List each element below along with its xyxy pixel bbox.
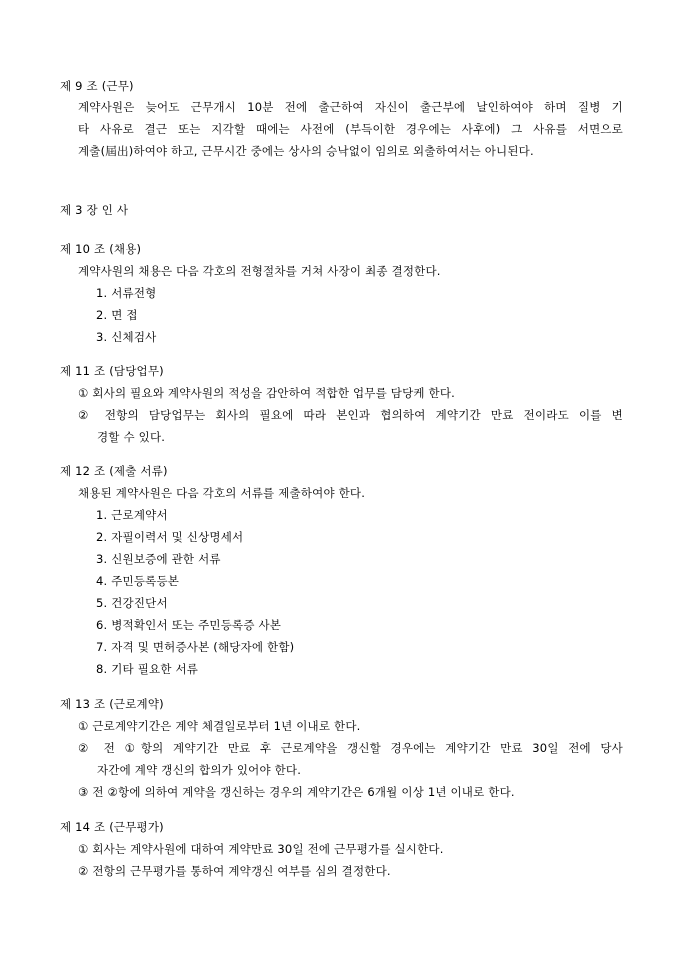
article-12-item-5: 5. 건강진단서 (96, 596, 168, 610)
article-10-item-2: 2. 면 접 (96, 308, 138, 322)
article-12-item-2: 2. 자필이력서 및 신상명세서 (96, 530, 244, 544)
article-12-intro: 채용된 계약사원은 다음 각호의 서류를 제출하여야 한다. (78, 486, 366, 500)
article-10-item-3: 3. 신체검사 (96, 330, 157, 344)
article-12-title: 제 12 조 (제출 서류) (60, 464, 168, 478)
article-13-clause-2-line-2: 자간에 계약 갱신의 합의가 있어야 한다. (97, 763, 302, 777)
article-13-title: 제 13 조 (근로계약) (60, 697, 164, 711)
article-11-clause-2-line-1: ② 전항의 담당업무는 회사의 필요에 따라 본인과 협의하여 계약기간 만료 전이라도 이를 변 (78, 408, 623, 422)
article-9-title: 제 9 조 (근무) (60, 79, 134, 93)
article-9-line-3: 계출(屆出)하여야 하고, 근무시간 중에는 상사의 승낙없이 임의로 외출하여서는 아니된다. (78, 144, 534, 158)
article-13-clause-3: ③ 전 ②항에 의하여 계약을 갱신하는 경우의 계약기간은 6개월 이상 1년 이내로 한다. (78, 785, 515, 799)
article-12-item-3: 3. 신원보증에 관한 서류 (96, 552, 221, 566)
article-14-clause-2: ② 전항의 근무평가를 통하여 계약갱신 여부를 심의 결정한다. (78, 864, 391, 878)
article-14-clause-1: ① 회사는 계약사원에 대하여 계약만료 30일 전에 근무평가를 실시한다. (78, 842, 444, 856)
article-12-item-6: 6. 병적확인서 또는 주민등록증 사본 (96, 618, 282, 632)
article-10-title: 제 10 조 (채용) (60, 242, 142, 256)
article-14-title: 제 14 조 (근무평가) (60, 820, 164, 834)
article-11-clause-2-line-2: 경할 수 있다. (97, 430, 166, 444)
article-12-item-7: 7. 자격 및 면허증사본 (해당자에 한함) (96, 640, 295, 654)
article-9-line-2: 타 사유로 결근 또는 지각할 때에는 사전에 (부득이한 경우에는 사후에) 그 사유를 서면으로 (78, 122, 623, 136)
article-12-item-4: 4. 주민등록등본 (96, 574, 180, 588)
article-11-title: 제 11 조 (담당업무) (60, 364, 164, 378)
article-12-item-8: 8. 기타 필요한 서류 (96, 662, 199, 676)
article-11-clause-1: ① 회사의 필요와 계약사원의 적성을 감안하여 적합한 업무를 담당케 한다. (78, 386, 456, 400)
article-9-line-1: 계약사원은 늦어도 근무개시 10분 전에 출근하여 자신이 출근부에 날인하여야 하며 질병 기 (78, 100, 623, 114)
article-10-item-1: 1. 서류전형 (96, 286, 157, 300)
article-12-item-1: 1. 근로계약서 (96, 508, 168, 522)
article-10-intro: 계약사원의 채용은 다음 각호의 전형절차를 거쳐 사장이 최종 결정한다. (78, 264, 441, 278)
chapter-3-title: 제 3 장 인 사 (60, 203, 129, 217)
article-13-clause-2-line-1: ② 전 ①항의 계약기간 만료 후 근로계약을 갱신할 경우에는 계약기간 만료 30일 전에 당사 (78, 741, 623, 755)
article-13-clause-1: ① 근로계약기간은 계약 체결일로부터 1년 이내로 한다. (78, 719, 361, 733)
